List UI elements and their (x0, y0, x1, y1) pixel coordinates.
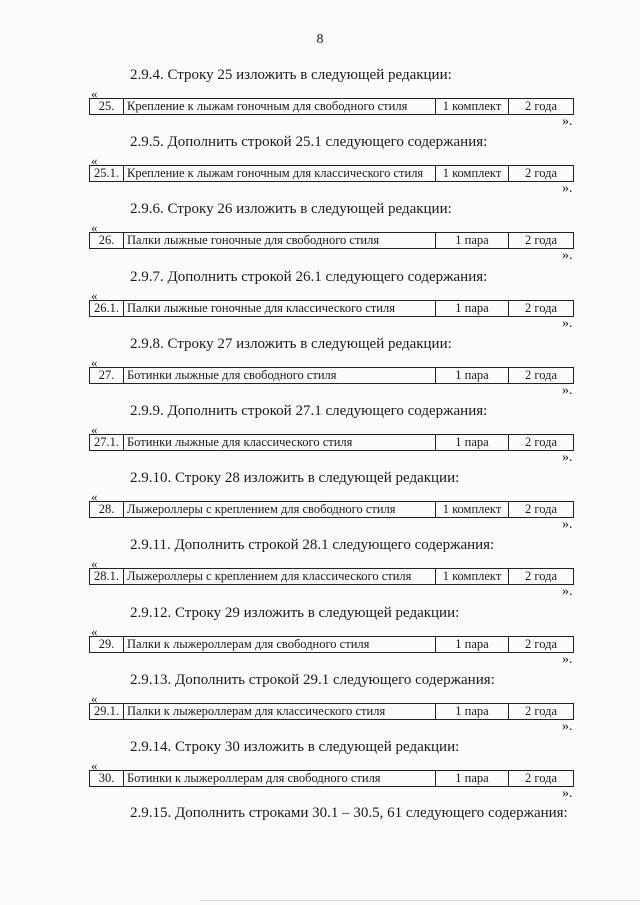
row-number-cell: 26. (90, 233, 124, 249)
item-name-cell: Палки лыжные гоночные для свободного стиля (124, 233, 436, 249)
amendment-table (89, 98, 574, 115)
table-row (90, 502, 574, 518)
term-cell: 2 года (509, 99, 574, 115)
row-number-cell: 27.1. (90, 435, 124, 451)
term-cell: 2 года (509, 637, 574, 653)
term-cell: 2 года (509, 301, 574, 317)
amendment-heading: 2.9.5. Дополнить строкой 25.1 следующего содержания: (130, 134, 488, 150)
amendment-heading: 2.9.12. Строку 29 изложить в следующей редакции: (130, 605, 460, 621)
amendment-heading: 2.9.9. Дополнить строкой 27.1 следующего содержания: (130, 403, 488, 419)
table-row (90, 569, 574, 585)
amendment-table (89, 501, 574, 518)
row-number-cell: 28. (90, 502, 124, 518)
open-quote: « (91, 422, 98, 437)
amendment-table (89, 636, 574, 653)
quantity-cell: 1 пара (436, 301, 509, 317)
amendment-heading: 2.9.8. Строку 27 изложить в следующей редакции: (130, 336, 452, 352)
quantity-cell: 1 комплект (436, 99, 509, 115)
table-row (90, 704, 574, 720)
amendment-table (89, 568, 574, 585)
amendment-heading: 2.9.7. Дополнить строкой 26.1 следующего содержания: (130, 269, 488, 285)
close-quote: ». (562, 316, 573, 331)
term-cell: 2 года (509, 771, 574, 787)
close-quote: ». (562, 584, 573, 599)
open-quote: « (91, 489, 98, 504)
final-heading: 2.9.15. Дополнить строками 30.1 – 30.5, 61 следующего содержания: (130, 805, 568, 821)
quantity-cell: 1 комплект (436, 569, 509, 585)
row-number-cell: 30. (90, 771, 124, 787)
open-quote: « (91, 153, 98, 168)
row-number-cell: 25.1. (90, 166, 124, 182)
close-quote: ». (562, 786, 573, 801)
amendment-table (89, 165, 574, 182)
item-name-cell: Ботинки лыжные для свободного стиля (124, 368, 436, 384)
amendment-heading: 2.9.14. Строку 30 изложить в следующей редакции: (130, 739, 460, 755)
term-cell: 2 года (509, 368, 574, 384)
close-quote: ». (562, 517, 573, 532)
row-number-cell: 29. (90, 637, 124, 653)
amendment-table (89, 367, 574, 384)
term-cell: 2 года (509, 233, 574, 249)
item-name-cell: Палки к лыжероллерам для классического стиля (124, 704, 436, 720)
item-name-cell: Палки к лыжероллерам для свободного стиля (124, 637, 436, 653)
row-number-cell: 25. (90, 99, 124, 115)
open-quote: « (91, 288, 98, 303)
amendment-heading: 2.9.13. Дополнить строкой 29.1 следующего содержания: (130, 672, 495, 688)
term-cell: 2 года (509, 502, 574, 518)
term-cell: 2 года (509, 569, 574, 585)
open-quote: « (91, 355, 98, 370)
term-cell: 2 года (509, 166, 574, 182)
item-name-cell: Лыжероллеры с креплением для классического стиля (124, 569, 436, 585)
quantity-cell: 1 комплект (436, 166, 509, 182)
row-number-cell: 28.1. (90, 569, 124, 585)
quantity-cell: 1 пара (436, 368, 509, 384)
item-name-cell: Крепление к лыжам гоночным для свободного стиля (124, 99, 436, 115)
amendment-table (89, 434, 574, 451)
term-cell: 2 года (509, 704, 574, 720)
scan-edge-line (200, 900, 640, 901)
open-quote: « (91, 556, 98, 571)
quantity-cell: 1 пара (436, 771, 509, 787)
amendment-table (89, 300, 574, 317)
item-name-cell: Ботинки лыжные для классического стиля (124, 435, 436, 451)
row-number-cell: 26.1. (90, 301, 124, 317)
table-row (90, 368, 574, 384)
open-quote: « (91, 691, 98, 706)
item-name-cell: Лыжероллеры с креплением для свободного стиля (124, 502, 436, 518)
open-quote: « (91, 624, 98, 639)
amendment-table (89, 232, 574, 249)
amendment-table (89, 703, 574, 720)
amendment-heading: 2.9.11. Дополнить строкой 28.1 следующего содержания: (130, 537, 495, 553)
table-row (90, 99, 574, 115)
close-quote: ». (562, 719, 573, 734)
close-quote: ». (562, 652, 573, 667)
amendment-heading: 2.9.6. Строку 26 изложить в следующей редакции: (130, 201, 452, 217)
quantity-cell: 1 пара (436, 637, 509, 653)
quantity-cell: 1 пара (436, 704, 509, 720)
amendment-heading: 2.9.10. Строку 28 изложить в следующей редакции: (130, 470, 460, 486)
close-quote: ». (562, 248, 573, 263)
row-number-cell: 29.1. (90, 704, 124, 720)
quantity-cell: 1 пара (436, 233, 509, 249)
table-row (90, 166, 574, 182)
table-row (90, 771, 574, 787)
close-quote: ». (562, 383, 573, 398)
open-quote: « (91, 758, 98, 773)
table-row (90, 435, 574, 451)
item-name-cell: Ботинки к лыжероллерам для свободного стиля (124, 771, 436, 787)
table-row (90, 233, 574, 249)
close-quote: ». (562, 450, 573, 465)
quantity-cell: 1 комплект (436, 502, 509, 518)
term-cell: 2 года (509, 435, 574, 451)
table-row (90, 301, 574, 317)
open-quote: « (91, 86, 98, 101)
row-number-cell: 27. (90, 368, 124, 384)
table-row (90, 637, 574, 653)
item-name-cell: Палки лыжные гоночные для классического стиля (124, 301, 436, 317)
close-quote: ». (562, 114, 573, 129)
close-quote: ». (562, 181, 573, 196)
item-name-cell: Крепление к лыжам гоночным для классического стиля (124, 166, 436, 182)
amendment-heading: 2.9.4. Строку 25 изложить в следующей редакции: (130, 67, 452, 83)
open-quote: « (91, 220, 98, 235)
quantity-cell: 1 пара (436, 435, 509, 451)
amendment-table (89, 770, 574, 787)
page-number: 8 (316, 32, 324, 47)
